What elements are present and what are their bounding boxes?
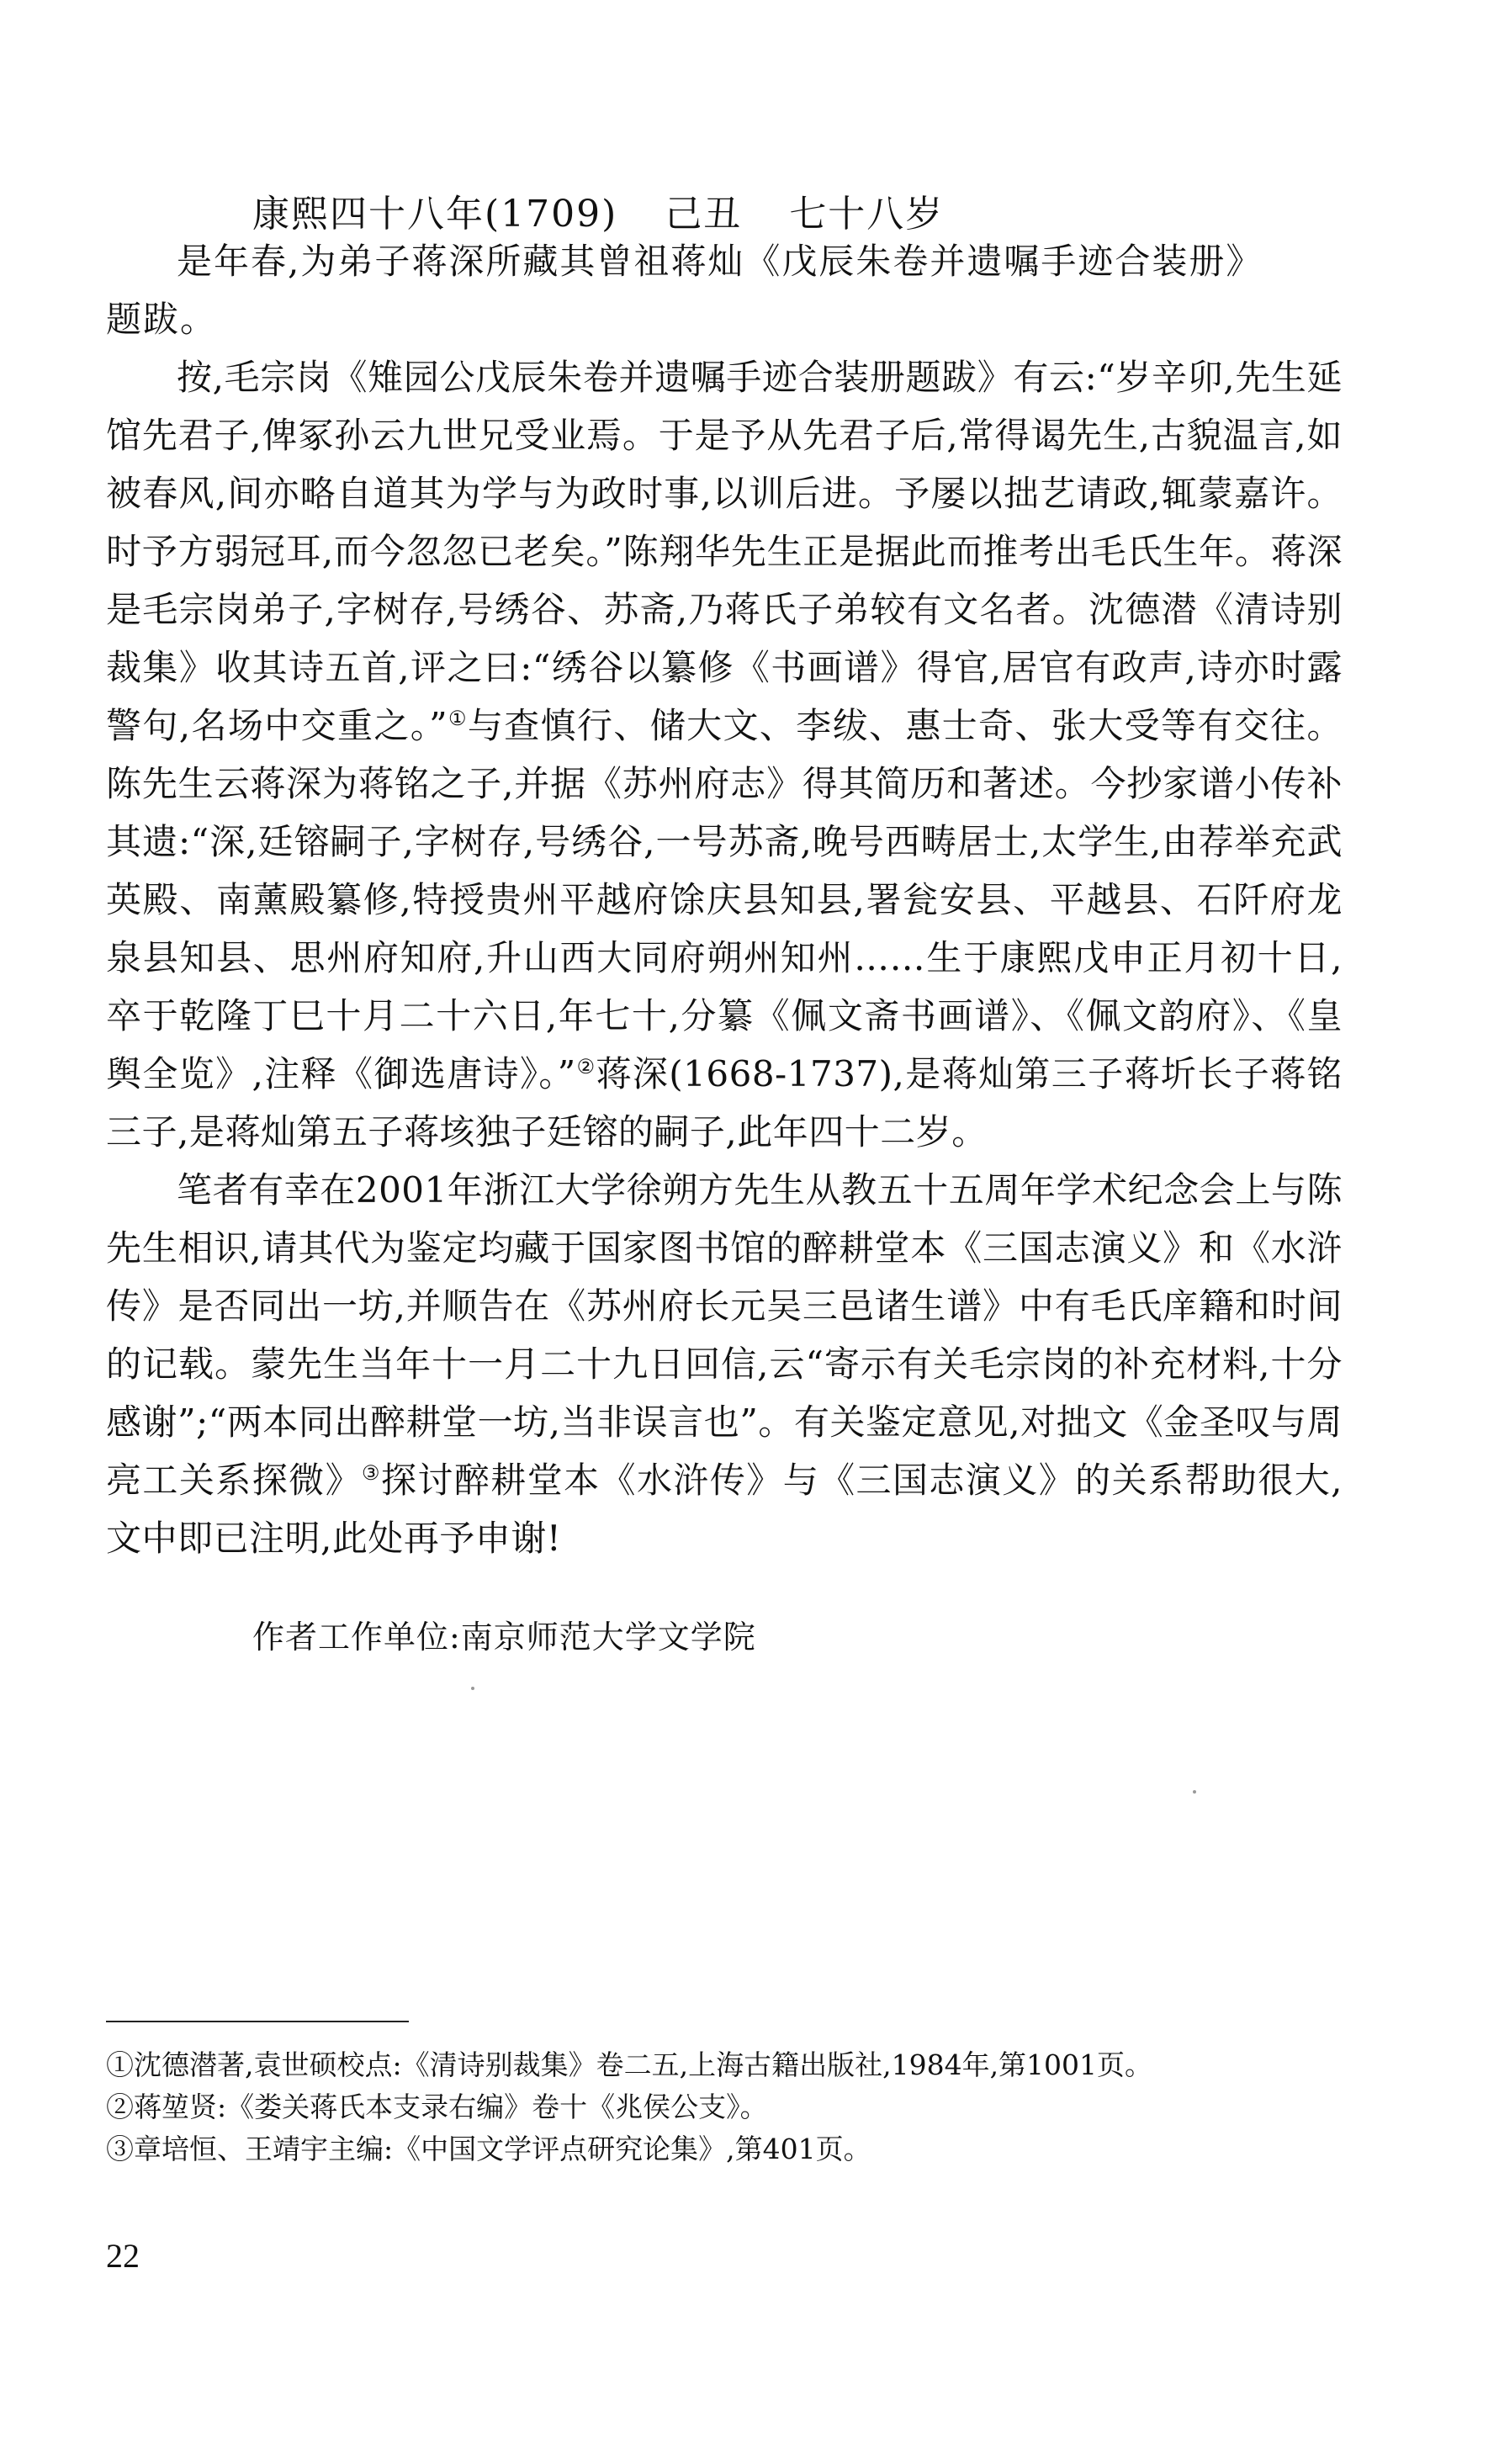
footnote-marker-2: ②: [575, 1055, 596, 1078]
commentary-segment-3: 蒋深(1668-1737),是蒋灿第三子蒋圻长子蒋铭三子,是蒋灿第五子蒋垓独子廷镕的嗣子,此年四十二岁。: [106, 1053, 1343, 1153]
footnote-divider: [106, 2021, 409, 2022]
footnote-3: ③章培恒、王靖宇主编:《中国文学评点研究论集》,第401页。: [106, 2133, 871, 2165]
entry-age: 七十八岁: [789, 193, 945, 236]
footnote-2: ②蒋堃贤:《娄关蒋氏本支录右编》卷十《兆侯公支》。: [106, 2090, 768, 2123]
event-line-2: 题跋。: [106, 299, 218, 340]
acknowledgement-segment-1: 笔者有幸在2001年浙江大学徐朔方先生从教五十五周年学术纪念会上与陈先生相识,请其代为鉴定均藏于国家图书馆的醉耕堂本《三国志演义》和《水浒传》是否同出一坊,并顺告在《苏州府长元吴三邑诸生谱》中有毛氏庠籍和时间的记载。蒙先生当年十一月二十九日回信,云“寄示有关毛宗岗的补充材料,十分感谢”;“两本同出醉耕堂一坊,当非误言也”。有关鉴定意见,对拙文《金圣叹与周亮工关系探微》: [106, 1169, 1343, 1501]
footnote-marker-1: ①: [448, 707, 468, 730]
commentary-paragraph: [106, 348, 1343, 1161]
entry-ganzhi: 己丑: [665, 193, 743, 236]
event-line-1: 是年春,为弟子蒋深所藏其曾祖蒋灿《戊辰朱卷并遗嘱手迹合装册》: [177, 241, 1263, 282]
acknowledgement-segment-2: 探讨醉耕堂本《水浒传》与《三国志演义》的关系帮助很大,文中即已注明,此处再予申谢!: [106, 1460, 1343, 1559]
commentary-segment-1: 按,毛宗岗《雉园公戊辰朱卷并遗嘱手迹合装册题跋》有云:“岁辛卯,先生延馆先君子,俾冢孙云九世兄受业焉。于是予从先君子后,常得谒先生,古貌温言,如被春风,间亦略自道其为学与为政时事,以训后进。予屡以拙艺请政,辄蒙嘉许。时予方弱冠耳,而今忽忽已老矣。”陈翔华先生正是据此而推考出毛氏生年。蒋深是毛宗岗弟子,字树存,号绣谷、苏斋,乃蒋氏子弟较有文名者。沈德潜《清诗别裁集》收其诗五首,评之曰:“绣谷以纂修《书画谱》得官,居官有政声,诗亦时露警句,名场中交重之。”: [106, 357, 1343, 746]
entry-event-paragraph: [106, 232, 1343, 348]
acknowledgement-text: [106, 1161, 1343, 1567]
footnote-marker-3: ③: [362, 1461, 381, 1485]
author-affiliation: 作者工作单位:南京师范大学文学院: [252, 1619, 756, 1656]
page-number: 22: [106, 2237, 140, 2275]
commentary-text: [106, 348, 1343, 1161]
footnote-1: ①沈德潜著,袁世硕校点:《清诗别裁集》卷二五,上海古籍出版社,1984年,第1001页。: [106, 2048, 1153, 2081]
entry-reign-year: 康熙四十八年(1709): [252, 193, 618, 236]
scan-speck: [471, 1687, 474, 1690]
commentary-segment-2: 与查慎行、储大文、李绂、惠士奇、张大受等有交往。陈先生云蒋深为蒋铭之子,并据《苏州府志》得其简历和著述。今抄家谱小传补其遗:“深,廷镕嗣子,字树存,号绣谷,一号苏斋,晚号西畴居士,太学生,由荐举充武英殿、南薰殿纂修,特授贵州平越府馀庆县知县,署瓮安县、平越县、石阡府龙泉县知县、思州府知府,升山西大同府朔州知州……生于康熙戊申正月初十日,卒于乾隆丁巳十月二十六日,年七十,分纂《佩文斋书画谱》、《佩文韵府》、《皇舆全览》,注释《御选唐诗》。”: [106, 705, 1343, 1094]
scan-speck: [1193, 1790, 1196, 1794]
acknowledgement-paragraph: [106, 1161, 1343, 1567]
footnotes: [106, 2044, 1152, 2170]
chronicle-entry-heading: [252, 183, 944, 237]
